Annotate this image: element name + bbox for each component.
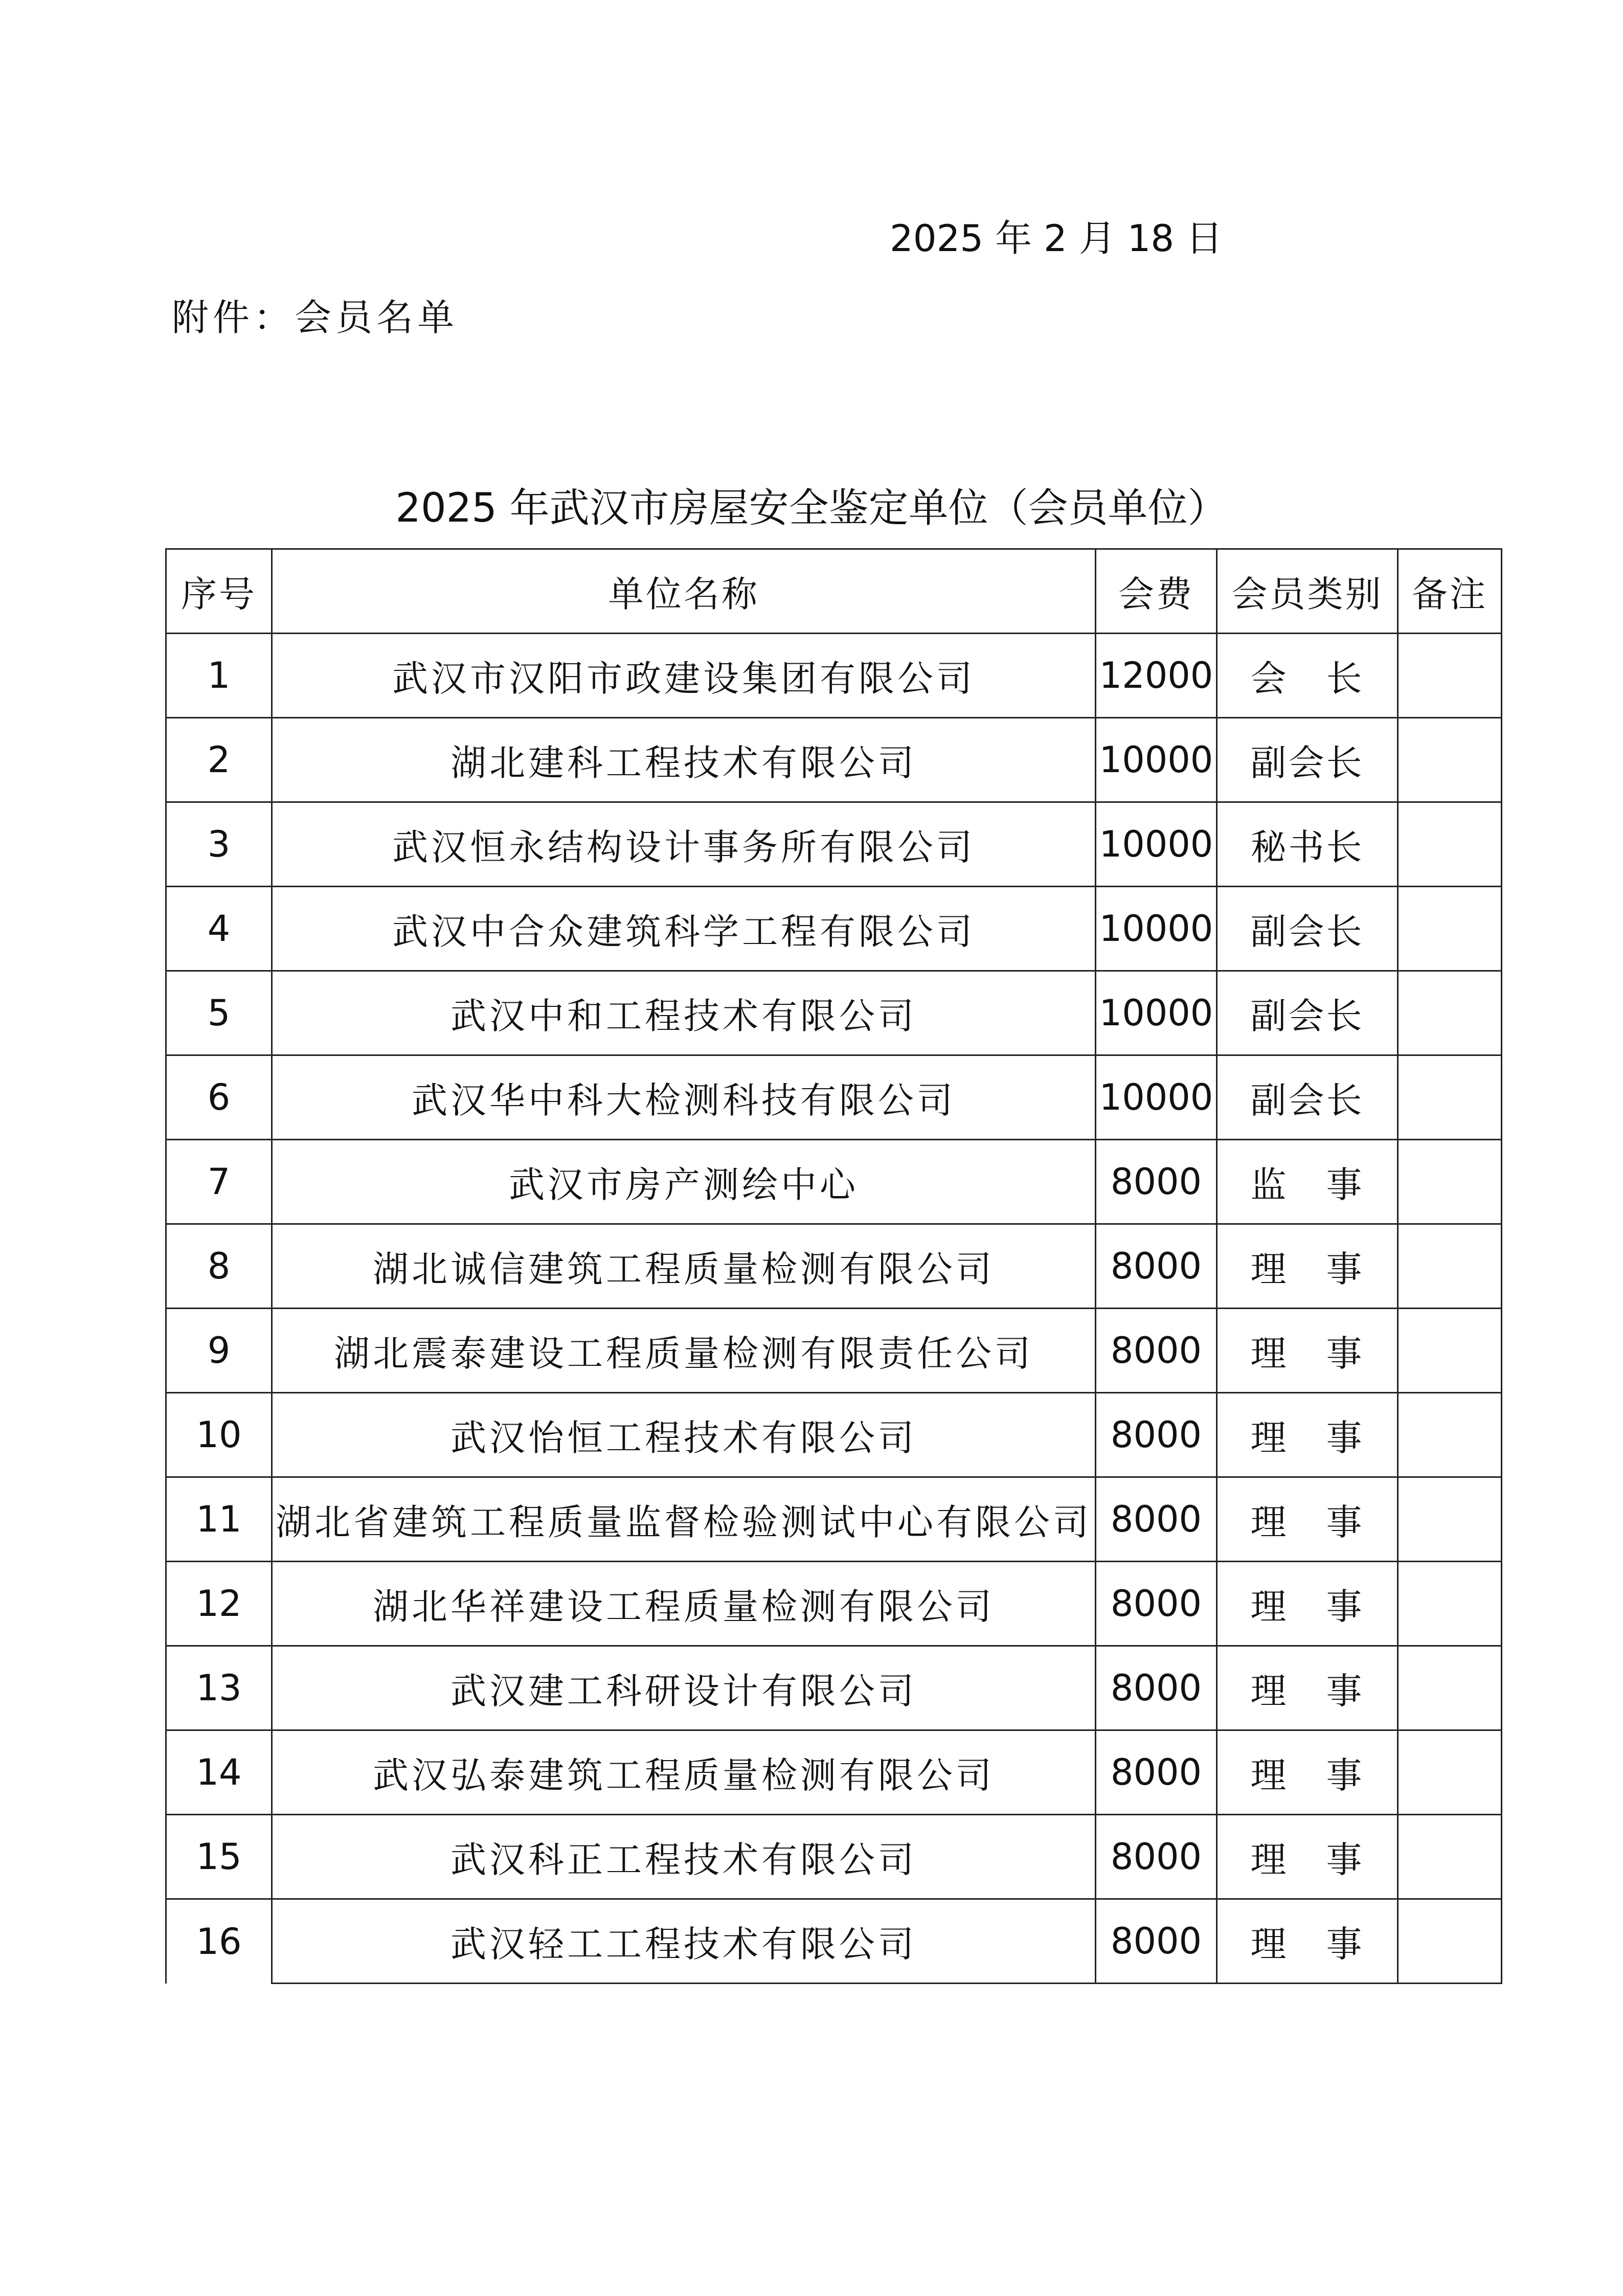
attachment-label: 附件：会员名单 xyxy=(172,296,459,339)
cell-note xyxy=(1398,1055,1502,1140)
table-row xyxy=(166,1815,1502,1899)
table-row xyxy=(166,1477,1502,1562)
table-row xyxy=(166,971,1502,1055)
table-row xyxy=(166,1224,1502,1309)
table-row xyxy=(166,1562,1502,1646)
column-header-category: 会员类别 xyxy=(1217,549,1398,634)
cell-note xyxy=(1398,887,1502,971)
cell-fee: 10000 xyxy=(1096,1055,1217,1140)
cell-note xyxy=(1398,1899,1502,1984)
table-row xyxy=(166,1899,1502,1984)
document-date: 2025 年 2 月 18 日 xyxy=(890,217,1223,260)
cell-index: 4 xyxy=(166,887,272,971)
cell-unit-name: 武汉怡恒工程技术有限公司 xyxy=(272,1393,1096,1477)
table-row xyxy=(166,1646,1502,1730)
cell-fee: 10000 xyxy=(1096,887,1217,971)
cell-note xyxy=(1398,1393,1502,1477)
cell-note xyxy=(1398,1562,1502,1646)
cell-index: 16 xyxy=(166,1899,272,1984)
table-row xyxy=(166,634,1502,718)
table-title: 2025 年武汉市房屋安全鉴定单位（会员单位） xyxy=(395,485,1228,531)
cell-fee: 8000 xyxy=(1096,1477,1217,1562)
cell-fee: 8000 xyxy=(1096,1393,1217,1477)
cell-category: 理 事 xyxy=(1217,1477,1398,1562)
cell-note xyxy=(1398,718,1502,802)
column-header-index: 序号 xyxy=(166,549,272,634)
cell-unit-name: 湖北震泰建设工程质量检测有限责任公司 xyxy=(272,1309,1096,1393)
cell-fee: 12000 xyxy=(1096,634,1217,718)
cell-unit-name: 武汉弘泰建筑工程质量检测有限公司 xyxy=(272,1730,1096,1815)
column-header-note: 备注 xyxy=(1398,549,1502,634)
cell-category: 会 长 xyxy=(1217,634,1398,718)
cell-category: 副会长 xyxy=(1217,1055,1398,1140)
member-table xyxy=(165,548,1502,1984)
cell-fee: 8000 xyxy=(1096,1140,1217,1224)
cell-note xyxy=(1398,1477,1502,1562)
cell-unit-name: 湖北诚信建筑工程质量检测有限公司 xyxy=(272,1224,1096,1309)
cell-category: 副会长 xyxy=(1217,718,1398,802)
cell-index: 3 xyxy=(166,802,272,887)
cell-note xyxy=(1398,1224,1502,1309)
cell-index: 7 xyxy=(166,1140,272,1224)
cell-index: 14 xyxy=(166,1730,272,1815)
cell-unit-name: 武汉建工科研设计有限公司 xyxy=(272,1646,1096,1730)
cell-fee: 8000 xyxy=(1096,1730,1217,1815)
cell-unit-name: 武汉中合众建筑科学工程有限公司 xyxy=(272,887,1096,971)
cell-unit-name: 武汉市房产测绘中心 xyxy=(272,1140,1096,1224)
cell-category: 副会长 xyxy=(1217,971,1398,1055)
table-header-row xyxy=(166,549,1502,634)
table-row xyxy=(166,1140,1502,1224)
table-row xyxy=(166,1730,1502,1815)
table-row xyxy=(166,1393,1502,1477)
cell-index: 9 xyxy=(166,1309,272,1393)
cell-note xyxy=(1398,1730,1502,1815)
cell-unit-name: 湖北建科工程技术有限公司 xyxy=(272,718,1096,802)
cell-fee: 8000 xyxy=(1096,1309,1217,1393)
cell-note xyxy=(1398,802,1502,887)
cell-fee: 8000 xyxy=(1096,1646,1217,1730)
cell-unit-name: 武汉市汉阳市政建设集团有限公司 xyxy=(272,634,1096,718)
cell-index: 1 xyxy=(166,634,272,718)
table-row xyxy=(166,1309,1502,1393)
cell-unit-name: 武汉恒永结构设计事务所有限公司 xyxy=(272,802,1096,887)
cell-note xyxy=(1398,971,1502,1055)
cell-fee: 10000 xyxy=(1096,802,1217,887)
table-row xyxy=(166,802,1502,887)
cell-fee: 8000 xyxy=(1096,1815,1217,1899)
cell-index: 11 xyxy=(166,1477,272,1562)
cell-index: 15 xyxy=(166,1815,272,1899)
cell-index: 6 xyxy=(166,1055,272,1140)
cell-category: 监 事 xyxy=(1217,1140,1398,1224)
cell-index: 12 xyxy=(166,1562,272,1646)
table-row xyxy=(166,718,1502,802)
cell-index: 10 xyxy=(166,1393,272,1477)
cell-index: 5 xyxy=(166,971,272,1055)
cell-category: 副会长 xyxy=(1217,887,1398,971)
cell-unit-name: 湖北省建筑工程质量监督检验测试中心有限公司 xyxy=(272,1477,1096,1562)
cell-index: 13 xyxy=(166,1646,272,1730)
cell-unit-name: 武汉华中科大检测科技有限公司 xyxy=(272,1055,1096,1140)
cell-unit-name: 武汉中和工程技术有限公司 xyxy=(272,971,1096,1055)
cell-unit-name: 武汉轻工工程技术有限公司 xyxy=(272,1899,1096,1984)
cell-category: 理 事 xyxy=(1217,1562,1398,1646)
cell-fee: 8000 xyxy=(1096,1899,1217,1984)
cell-index: 2 xyxy=(166,718,272,802)
cell-index: 8 xyxy=(166,1224,272,1309)
column-header-fee: 会费 xyxy=(1096,549,1217,634)
cell-note xyxy=(1398,1646,1502,1730)
cell-unit-name: 湖北华祥建设工程质量检测有限公司 xyxy=(272,1562,1096,1646)
column-header-name: 单位名称 xyxy=(272,549,1096,634)
cell-note xyxy=(1398,1309,1502,1393)
cell-category: 理 事 xyxy=(1217,1646,1398,1730)
cell-category: 秘书长 xyxy=(1217,802,1398,887)
cell-fee: 8000 xyxy=(1096,1224,1217,1309)
cell-category: 理 事 xyxy=(1217,1393,1398,1477)
cell-note xyxy=(1398,1815,1502,1899)
cell-category: 理 事 xyxy=(1217,1815,1398,1899)
cell-fee: 10000 xyxy=(1096,718,1217,802)
cell-fee: 8000 xyxy=(1096,1562,1217,1646)
cell-fee: 10000 xyxy=(1096,971,1217,1055)
table-body xyxy=(166,634,1502,1984)
cell-category: 理 事 xyxy=(1217,1899,1398,1984)
cell-category: 理 事 xyxy=(1217,1730,1398,1815)
cell-note xyxy=(1398,634,1502,718)
table-row xyxy=(166,887,1502,971)
cell-unit-name: 武汉科正工程技术有限公司 xyxy=(272,1815,1096,1899)
cell-note xyxy=(1398,1140,1502,1224)
table-row xyxy=(166,1055,1502,1140)
cell-category: 理 事 xyxy=(1217,1224,1398,1309)
cell-category: 理 事 xyxy=(1217,1309,1398,1393)
